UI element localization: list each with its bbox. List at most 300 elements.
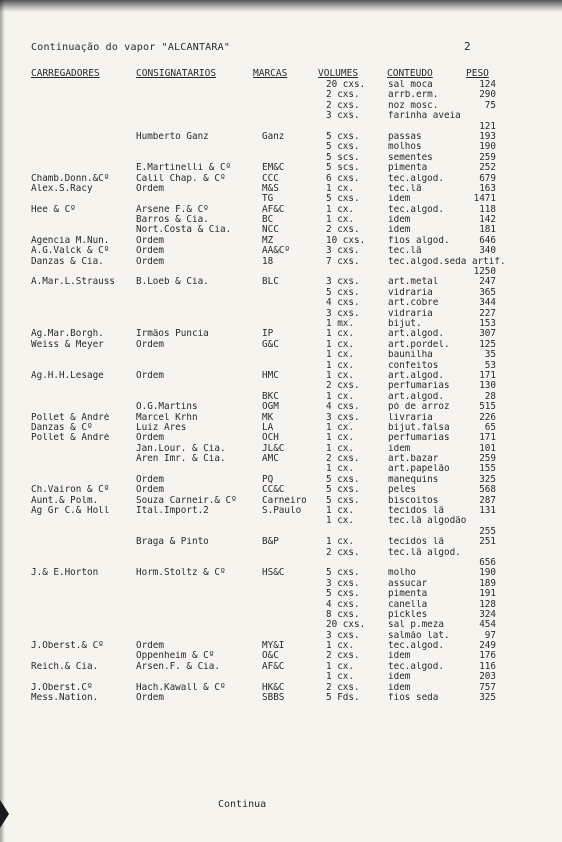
consignatario-cell: Marcel Krhn xyxy=(136,412,198,423)
consignatario-cell: Ordem xyxy=(136,183,164,194)
peso-cell: 679 xyxy=(479,173,496,184)
table-row xyxy=(0,527,562,537)
column-header-volumes: VOLUMES xyxy=(318,68,359,79)
peso-cell: 97 xyxy=(484,630,496,641)
volumes-cell: 1 cx. xyxy=(326,516,354,527)
table-row xyxy=(0,589,562,599)
table-row xyxy=(0,579,562,589)
conteudo-cell: tec.algod. xyxy=(388,661,444,672)
volumes-cell: 5 cxs. xyxy=(326,495,360,506)
table-row xyxy=(0,392,562,402)
table-row xyxy=(0,80,562,90)
peso-cell: 101 xyxy=(479,443,496,454)
volumes-cell: 5 cxs. xyxy=(326,474,360,485)
peso-cell: 757 xyxy=(479,682,496,693)
consignatario-cell: Ordem xyxy=(136,641,164,652)
table-row xyxy=(0,101,562,111)
volumes-cell: 5 cxs. xyxy=(326,485,360,496)
conteudo-cell: pimenta xyxy=(388,163,428,174)
volumes-cell: 4 cxs. xyxy=(326,402,360,413)
consignatario-cell: Nort.Costa & Cia. xyxy=(136,225,232,236)
marca-cell: MZ xyxy=(262,235,274,246)
peso-cell: 324 xyxy=(479,609,496,620)
conteudo-cell: sal moca xyxy=(388,80,433,90)
peso-cell: 454 xyxy=(479,620,496,631)
table-row xyxy=(0,454,562,464)
consignatario-cell: Ordem xyxy=(136,693,164,704)
peso-cell: 28 xyxy=(484,391,496,402)
conteudo-cell: livraria xyxy=(388,412,433,423)
carregador-cell: Ag.Mar.Borgh. xyxy=(31,329,104,340)
marca-cell: OGM xyxy=(262,402,279,413)
marca-cell: AA&Cº xyxy=(262,246,290,257)
marca-cell: CCC xyxy=(262,173,279,184)
carregador-cell: Ag.H.H.Lesage xyxy=(31,370,104,381)
peso-cell: 287 xyxy=(479,495,496,506)
table-row xyxy=(0,631,562,641)
conteudo-cell: art.pordel. xyxy=(388,339,450,350)
conteudo-cell: farinha aveia xyxy=(388,111,461,122)
volumes-cell: 2 cxs. xyxy=(326,90,360,101)
volumes-cell: 5 cxs. xyxy=(326,131,360,142)
peso-cell: 340 xyxy=(479,246,496,257)
conteudo-cell: vidraria xyxy=(388,287,433,298)
consignatario-cell: Ordem xyxy=(136,485,164,496)
volumes-cell: 4 cxs. xyxy=(326,298,360,309)
marca-cell: Ganz xyxy=(262,131,285,142)
table-row xyxy=(0,672,562,682)
marca-cell: M&S xyxy=(262,183,279,194)
consignatario-cell: Ordem xyxy=(136,370,164,381)
consignatario-cell: B.Loeb & Cia. xyxy=(136,277,209,288)
volumes-cell: 1 cx. xyxy=(326,672,354,683)
volumes-cell: 1 cx. xyxy=(326,391,354,402)
table-row xyxy=(0,236,562,246)
peso-cell: 191 xyxy=(479,589,496,600)
table-row xyxy=(0,610,562,620)
consignatario-cell: Ordem xyxy=(136,235,164,246)
conteudo-cell: art.cobre xyxy=(388,298,439,309)
marca-cell: EM&C xyxy=(262,163,285,174)
consignatario-cell: Irmãos Puncia xyxy=(136,329,209,340)
conteudo-cell: tec.lã algodão xyxy=(388,516,467,527)
volumes-cell: 2 cxs. xyxy=(326,100,360,111)
conteudo-cell: idem xyxy=(388,225,411,236)
peso-cell: 35 xyxy=(484,350,496,361)
peso-cell: 365 xyxy=(479,287,496,298)
conteudo-cell: fios seda xyxy=(388,693,439,704)
consignatario-cell: Ordem xyxy=(136,433,164,444)
peso-cell: 568 xyxy=(479,485,496,496)
volumes-cell: 6 cxs. xyxy=(326,173,360,184)
conteudo-cell: tecidos lã xyxy=(388,537,444,548)
page-number: 2 xyxy=(464,40,471,53)
table-row xyxy=(0,361,562,371)
carregador-cell: Pollet & André xyxy=(31,433,110,444)
peso-cell: 646 xyxy=(479,235,496,246)
table-row xyxy=(0,215,562,225)
table-row xyxy=(0,568,562,578)
peso-cell: 75 xyxy=(484,100,496,111)
marca-cell: IP xyxy=(262,329,274,340)
marca-cell: SBBS xyxy=(262,693,285,704)
conteudo-cell: art.algod. xyxy=(388,370,444,381)
conteudo-cell: tecidos lã xyxy=(388,506,444,517)
carregador-cell: Pollet & André xyxy=(31,412,110,423)
volumes-cell: 5 scs. xyxy=(326,163,360,174)
marca-cell: HK&C xyxy=(262,682,285,693)
table-row xyxy=(0,309,562,319)
marca-cell: CC&C xyxy=(262,485,285,496)
volumes-cell: 3 cxs. xyxy=(326,630,360,641)
peso-cell: 176 xyxy=(479,651,496,662)
carregador-cell: Hee & Cº xyxy=(31,204,76,215)
table-row xyxy=(0,184,562,194)
peso-cell: 125 xyxy=(479,339,496,350)
peso-cell: 53 xyxy=(484,360,496,371)
conteudo-cell: tec.algod. xyxy=(388,173,444,184)
table-row xyxy=(0,288,562,298)
table-row xyxy=(0,319,562,329)
marca-cell: AF&C xyxy=(262,204,285,215)
table-row xyxy=(0,329,562,339)
marca-cell: BC xyxy=(262,215,274,226)
table-row xyxy=(0,433,562,443)
marca-cell: OCH xyxy=(262,433,279,444)
volumes-cell: 8 cxs. xyxy=(326,609,360,620)
table-row xyxy=(0,267,562,277)
marca-cell: NCC xyxy=(262,225,279,236)
volumes-cell: 5 scs. xyxy=(326,152,360,163)
peso-cell: 259 xyxy=(479,152,496,163)
carregador-cell: Weiss & Meyer xyxy=(31,339,104,350)
table-row xyxy=(0,641,562,651)
conteudo-cell: tec.lã xyxy=(388,183,422,194)
peso-cell: 128 xyxy=(479,599,496,610)
table-row xyxy=(0,444,562,454)
peso-cell: 290 xyxy=(479,90,496,101)
volumes-cell: 10 cxs. xyxy=(326,235,366,246)
table-row xyxy=(0,350,562,360)
volumes-cell: 2 cxs. xyxy=(326,547,360,558)
peso-cell: 255 xyxy=(479,526,496,537)
volumes-cell: 2 cxs. xyxy=(326,381,360,392)
marca-cell: AF&C xyxy=(262,661,285,672)
table-row xyxy=(0,475,562,485)
volumes-cell: 1 cx. xyxy=(326,443,354,454)
conteudo-cell: pickles xyxy=(388,609,428,620)
consignatario-cell: Luiz Ares xyxy=(136,422,187,433)
conteudo-cell: bijut. xyxy=(388,318,422,329)
conteudo-cell: idem xyxy=(388,194,411,205)
table-row xyxy=(0,257,562,267)
table-row xyxy=(0,381,562,391)
volumes-cell: 5 cxs. xyxy=(326,589,360,600)
table-row xyxy=(0,413,562,423)
conteudo-cell: vidraria xyxy=(388,308,433,319)
marca-cell: Carneiro xyxy=(262,495,307,506)
consignatario-cell: Ordem xyxy=(136,246,164,257)
column-header-conteudo: CONTEUDO xyxy=(387,68,433,79)
cargo-table xyxy=(0,80,562,703)
table-row xyxy=(0,90,562,100)
marca-cell: AMC xyxy=(262,454,279,465)
conteudo-cell: art.algod. xyxy=(388,391,444,402)
peso-cell: 251 xyxy=(479,537,496,548)
table-row xyxy=(0,371,562,381)
table-row xyxy=(0,142,562,152)
carregador-cell: Ch.Vairon & Cº xyxy=(31,485,110,496)
conteudo-cell: fios algod. xyxy=(388,235,450,246)
peso-cell: 193 xyxy=(479,131,496,142)
column-header-consignatarios: CONSIGNATARIOS xyxy=(136,68,217,79)
consignatario-cell: Humberto Ganz xyxy=(136,131,209,142)
carregador-cell: Ag Gr C.& Holl xyxy=(31,506,110,517)
consignatario-cell: O.G.Martins xyxy=(136,402,198,413)
peso-cell: 252 xyxy=(479,163,496,174)
table-row xyxy=(0,651,562,661)
consignatario-cell: Arsene F.& Cº xyxy=(136,204,209,215)
table-row xyxy=(0,205,562,215)
table-row xyxy=(0,620,562,630)
volumes-cell: 1 cx. xyxy=(326,329,354,340)
volumes-cell: 1 cx. xyxy=(326,433,354,444)
conteudo-cell: pó de arroz xyxy=(388,402,450,413)
peso-cell: 153 xyxy=(479,318,496,329)
conteudo-cell: baunilha xyxy=(388,350,433,361)
consignatario-cell: Jan.Lour. & Cia. xyxy=(136,443,226,454)
table-row xyxy=(0,153,562,163)
carregador-cell: J.Oberst.Cº xyxy=(31,682,93,693)
consignatario-cell: Arsen.F. & Cia. xyxy=(136,661,220,672)
conteudo-cell: art.algod. xyxy=(388,329,444,340)
conteudo-cell: art.papelão xyxy=(388,464,450,475)
peso-cell: 142 xyxy=(479,215,496,226)
table-row xyxy=(0,174,562,184)
peso-cell: 226 xyxy=(479,412,496,423)
conteudo-cell: passas xyxy=(388,131,422,142)
peso-cell: 325 xyxy=(479,693,496,704)
volumes-cell: 2 cxs. xyxy=(326,682,360,693)
peso-cell: 259 xyxy=(479,454,496,465)
peso-cell: 171 xyxy=(479,370,496,381)
marca-cell: MK xyxy=(262,412,274,423)
volumes-cell: 3 cxs. xyxy=(326,578,360,589)
volumes-cell: 3 cxs. xyxy=(326,412,360,423)
table-row xyxy=(0,163,562,173)
peso-cell: 325 xyxy=(479,474,496,485)
carregador-cell: Danzas & Cia. xyxy=(31,256,104,267)
marca-cell: MY&I xyxy=(262,641,285,652)
conteudo-cell: sal p.meza xyxy=(388,620,444,631)
volumes-cell: 2 cxs. xyxy=(326,651,360,662)
binding-mark xyxy=(0,800,9,828)
table-row xyxy=(0,464,562,474)
peso-cell: 131 xyxy=(479,506,496,517)
consignatario-cell: Ordem xyxy=(136,256,164,267)
conteudo-cell: confeitos xyxy=(388,360,439,371)
volumes-cell: 1 cx. xyxy=(326,204,354,215)
volumes-cell: 1 cx. xyxy=(326,360,354,371)
volumes-cell: 1 cx. xyxy=(326,215,354,226)
peso-cell: 307 xyxy=(479,329,496,340)
conteudo-cell: noz mosc. xyxy=(388,100,439,111)
consignatario-cell: Ordem xyxy=(136,339,164,350)
column-header-peso: PESO xyxy=(466,68,489,79)
carregador-cell: Alex.S.Racy xyxy=(31,183,93,194)
volumes-cell: 3 cxs. xyxy=(326,111,360,122)
conteudo-cell: salmão lat. xyxy=(388,630,450,641)
peso-cell: 163 xyxy=(479,183,496,194)
peso-cell: 124 xyxy=(479,80,496,90)
conteudo-cell: tec.algod. xyxy=(388,204,444,215)
table-row xyxy=(0,423,562,433)
peso-cell: 190 xyxy=(479,568,496,579)
column-header-carregadores: CARREGADORES xyxy=(31,68,100,79)
conteudo-cell: pimenta xyxy=(388,589,428,600)
consignatario-cell: E.Martinelli & Cº xyxy=(136,163,232,174)
consignatario-cell: Braga & Pinto xyxy=(136,537,209,548)
conteudo-cell: idem xyxy=(388,215,411,226)
peso-cell: 1250 xyxy=(473,267,496,278)
carregador-cell: Reich.& Cia. xyxy=(31,661,99,672)
peso-cell: 247 xyxy=(479,277,496,288)
table-row xyxy=(0,683,562,693)
peso-cell: 1471 xyxy=(473,194,496,205)
volumes-cell: 1 cx. xyxy=(326,370,354,381)
table-row xyxy=(0,246,562,256)
volumes-cell: 5 cxs. xyxy=(326,287,360,298)
peso-cell: 203 xyxy=(479,672,496,683)
marca-cell: G&C xyxy=(262,339,279,350)
consignatario-cell: Ordem xyxy=(136,474,164,485)
carregador-cell: A.Mar.L.Strauss xyxy=(31,277,115,288)
table-row xyxy=(0,122,562,132)
scan-top-edge xyxy=(0,0,562,12)
volumes-cell: 5 cxs. xyxy=(326,568,360,579)
table-row xyxy=(0,194,562,204)
marca-cell: JL&C xyxy=(262,443,285,454)
table-row xyxy=(0,277,562,287)
carregador-cell: Chamb.Donn.&Cº xyxy=(31,173,110,184)
marca-cell: 18 xyxy=(262,256,274,267)
conteudo-cell: idem xyxy=(388,651,411,662)
table-row xyxy=(0,485,562,495)
volumes-cell: 1 cx. xyxy=(326,506,354,517)
column-header-marcas: MARCAS xyxy=(253,68,288,79)
conteudo-cell: tec.lã algod. xyxy=(388,547,461,558)
volumes-cell: 1 cx. xyxy=(326,661,354,672)
volumes-cell: 1 cx. xyxy=(326,641,354,652)
volumes-cell: 1 mx. xyxy=(326,318,354,329)
peso-cell: 118 xyxy=(479,204,496,215)
conteudo-cell: tec.algod.seda artif. xyxy=(388,256,506,267)
peso-cell: 171 xyxy=(479,433,496,444)
conteudo-cell: idem xyxy=(388,672,411,683)
peso-cell: 116 xyxy=(479,661,496,672)
table-row xyxy=(0,558,562,568)
conteudo-cell: perfumarias xyxy=(388,381,450,392)
carregador-cell: J.& E.Horton xyxy=(31,568,99,579)
consignatario-cell: Ital.Import.2 xyxy=(136,506,209,517)
table-row xyxy=(0,693,562,703)
marca-cell: BLC xyxy=(262,277,279,288)
volumes-cell: 5 cxs. xyxy=(326,142,360,153)
consignatario-cell: Oppenheim & Cº xyxy=(136,651,215,662)
volumes-cell: 20 cxs. xyxy=(326,80,366,90)
table-row xyxy=(0,662,562,672)
marca-cell: TG xyxy=(262,194,274,205)
table-row xyxy=(0,402,562,412)
peso-cell: 227 xyxy=(479,308,496,319)
carregador-cell: J.Oberst.& Cº xyxy=(31,641,104,652)
volumes-cell: 20 cxs. xyxy=(326,620,366,631)
marca-cell: HS&C xyxy=(262,568,285,579)
peso-cell: 65 xyxy=(484,422,496,433)
volumes-cell: 1 cx. xyxy=(326,464,354,475)
conteudo-cell: art.metal xyxy=(388,277,439,288)
conteudo-cell: molho xyxy=(388,568,416,579)
peso-cell: 515 xyxy=(479,402,496,413)
marca-cell: HMC xyxy=(262,370,279,381)
table-row xyxy=(0,537,562,547)
table-row xyxy=(0,298,562,308)
conteudo-cell: tec.lã xyxy=(388,246,422,257)
peso-cell: 344 xyxy=(479,298,496,309)
consignatario-cell: Barros & Cia. xyxy=(136,215,209,226)
conteudo-cell: tec.algod. xyxy=(388,641,444,652)
volumes-cell: 4 cxs. xyxy=(326,599,360,610)
page-heading: Continuação do vapor "ALCANTARA" xyxy=(31,42,231,53)
carregador-cell: A.G.Valck & Cº xyxy=(31,246,110,257)
volumes-cell: 1 cx. xyxy=(326,422,354,433)
carregador-cell: Mess.Nation. xyxy=(31,693,99,704)
marca-cell: S.Paulo xyxy=(262,506,302,517)
conteudo-cell: assucar xyxy=(388,578,428,589)
table-row xyxy=(0,516,562,526)
volumes-cell: 7 cxs. xyxy=(326,256,360,267)
table-row xyxy=(0,600,562,610)
carregador-cell: Danzas & Cº xyxy=(31,422,93,433)
marca-cell: B&P xyxy=(262,537,279,548)
peso-cell: 189 xyxy=(479,578,496,589)
volumes-cell: 1 cx. xyxy=(326,183,354,194)
table-row xyxy=(0,506,562,516)
conteudo-cell: sementes xyxy=(388,152,433,163)
conteudo-cell: bijut.falsa xyxy=(388,422,450,433)
conteudo-cell: canella xyxy=(388,599,428,610)
volumes-cell: 1 cx. xyxy=(326,537,354,548)
marca-cell: BKC xyxy=(262,391,279,402)
peso-cell: 155 xyxy=(479,464,496,475)
conteudo-cell: molhos xyxy=(388,142,422,153)
volumes-cell: 3 cxs. xyxy=(326,308,360,319)
conteudo-cell: idem xyxy=(388,682,411,693)
volumes-cell: 5 Fds. xyxy=(326,693,360,704)
conteudo-cell: arrb.erm. xyxy=(388,90,439,101)
consignatario-cell: Aren Imr. & Cia. xyxy=(136,454,226,465)
marca-cell: PQ xyxy=(262,474,274,485)
conteudo-cell: art.bazar xyxy=(388,454,439,465)
volumes-cell: 2 cxs. xyxy=(326,225,360,236)
consignatario-cell: Horm.Stoltz & Cº xyxy=(136,568,226,579)
volumes-cell: 3 cxs. xyxy=(326,246,360,257)
peso-cell: 656 xyxy=(479,557,496,568)
carregador-cell: Aunt.& Polm. xyxy=(31,495,99,506)
table-row xyxy=(0,340,562,350)
conteudo-cell: perfumarias xyxy=(388,433,450,444)
conteudo-cell: biscoitos xyxy=(388,495,439,506)
